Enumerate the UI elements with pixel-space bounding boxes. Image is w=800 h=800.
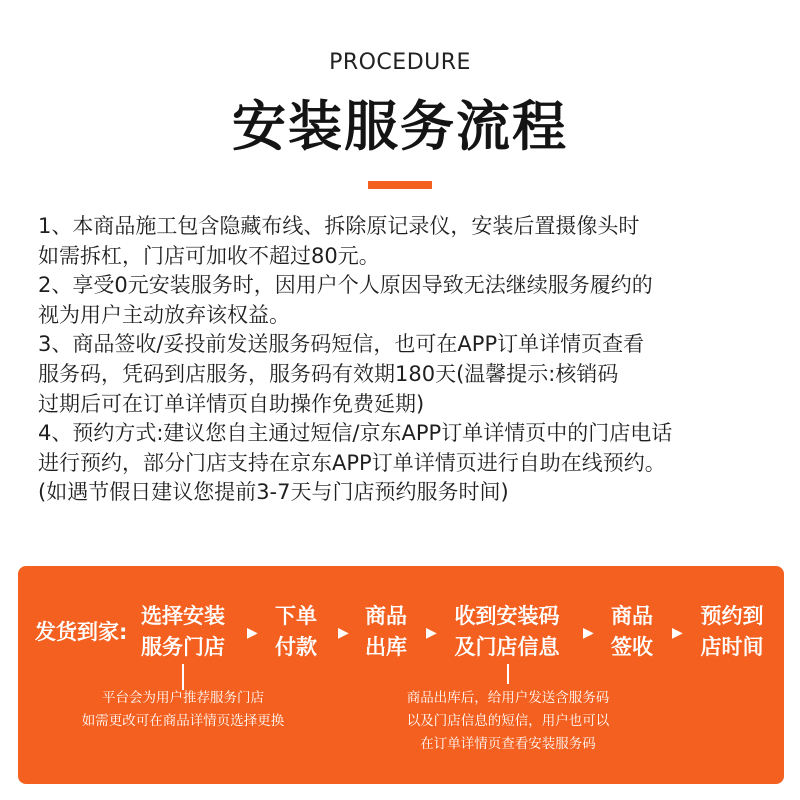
flow-step-line: 收到安装码 [454,604,560,628]
flow-step-line: 预约到 [700,604,764,628]
flow-step-line: 服务门店 [141,635,225,659]
flow-note-line: 如需更改可在商品详情页选择更换 [81,713,285,729]
flow-step-line: 付款 [275,635,317,659]
note-line: 3、商品签收/妥投前发送服务码短信，也可在APP订单详情页查看 [38,332,645,357]
flow-panel [18,566,784,784]
flow-step-sign-receipt [602,601,662,663]
flow-step-select-store [128,601,238,663]
flow-note-store [38,687,328,733]
flow-step-line: 签收 [611,635,653,659]
flow-step-ship-out [356,601,416,663]
flow-start-label: 发货到家: [35,620,128,644]
arrow-right-icon: ▶ [583,625,594,641]
note-line: 2、享受0元安装服务时，因用户个人原因导致无法继续服务履约的 [38,273,653,298]
arrow-right-icon: ▶ [247,625,258,641]
flow-step-line: 店时间 [700,635,764,659]
flow-step-book-time [690,601,774,663]
flow-step-receive-code [445,601,569,663]
flow-note-line: 在订单详情页查看安装服务码 [420,736,596,752]
flow-step-line: 下单 [275,604,317,628]
arrow-right-icon: ▶ [338,625,349,641]
service-notes-list [38,212,778,508]
note-line: 如需拆杠，门店可加收不超过80元。 [38,243,380,268]
flow-note-line: 商品出库后，给用户发送含服务码 [406,690,610,706]
flow-step-line: 商品 [611,604,653,628]
flow-step-line: 及门店信息 [454,635,560,659]
procedure-subtitle: PROCEDURE [329,50,471,75]
note-line: 服务码，凭码到店服务，服务码有效期180天(温馨提示:核销码 [38,361,619,386]
flow-step-line: 出库 [365,635,407,659]
page-title: 安装服务流程 [232,95,568,158]
arrow-right-icon: ▶ [426,625,437,641]
arrow-right-icon: ▶ [672,625,683,641]
note-line: 视为用户主动放弃该权益。 [38,302,290,327]
note-line: (如遇节假日建议您提前3-7天与门店预约服务时间) [38,480,509,505]
connector-line [507,664,509,684]
note-line: 4、预约方式:建议您自主通过短信/京东APP订单详情页中的门店电话 [38,421,673,446]
note-line: 1、本商品施工包含隐藏布线、拆除原记录仪，安装后置摄像头时 [38,214,640,238]
note-line: 过期后可在订单详情页自助操作免费延期) [38,391,425,416]
title-accent-bar [368,181,432,189]
flow-step-line: 商品 [365,604,407,628]
flow-note-code [358,687,658,756]
flow-step-place-order [266,601,326,663]
flow-note-line: 平台会为用户推荐服务门店 [102,690,264,706]
flow-step-line: 选择安装 [141,604,225,628]
note-line: 进行预约，部分门店支持在京东APP订单详情页进行自助在线预约。 [38,450,666,475]
flow-note-line: 以及门店信息的短信，用户也可以 [406,713,610,729]
